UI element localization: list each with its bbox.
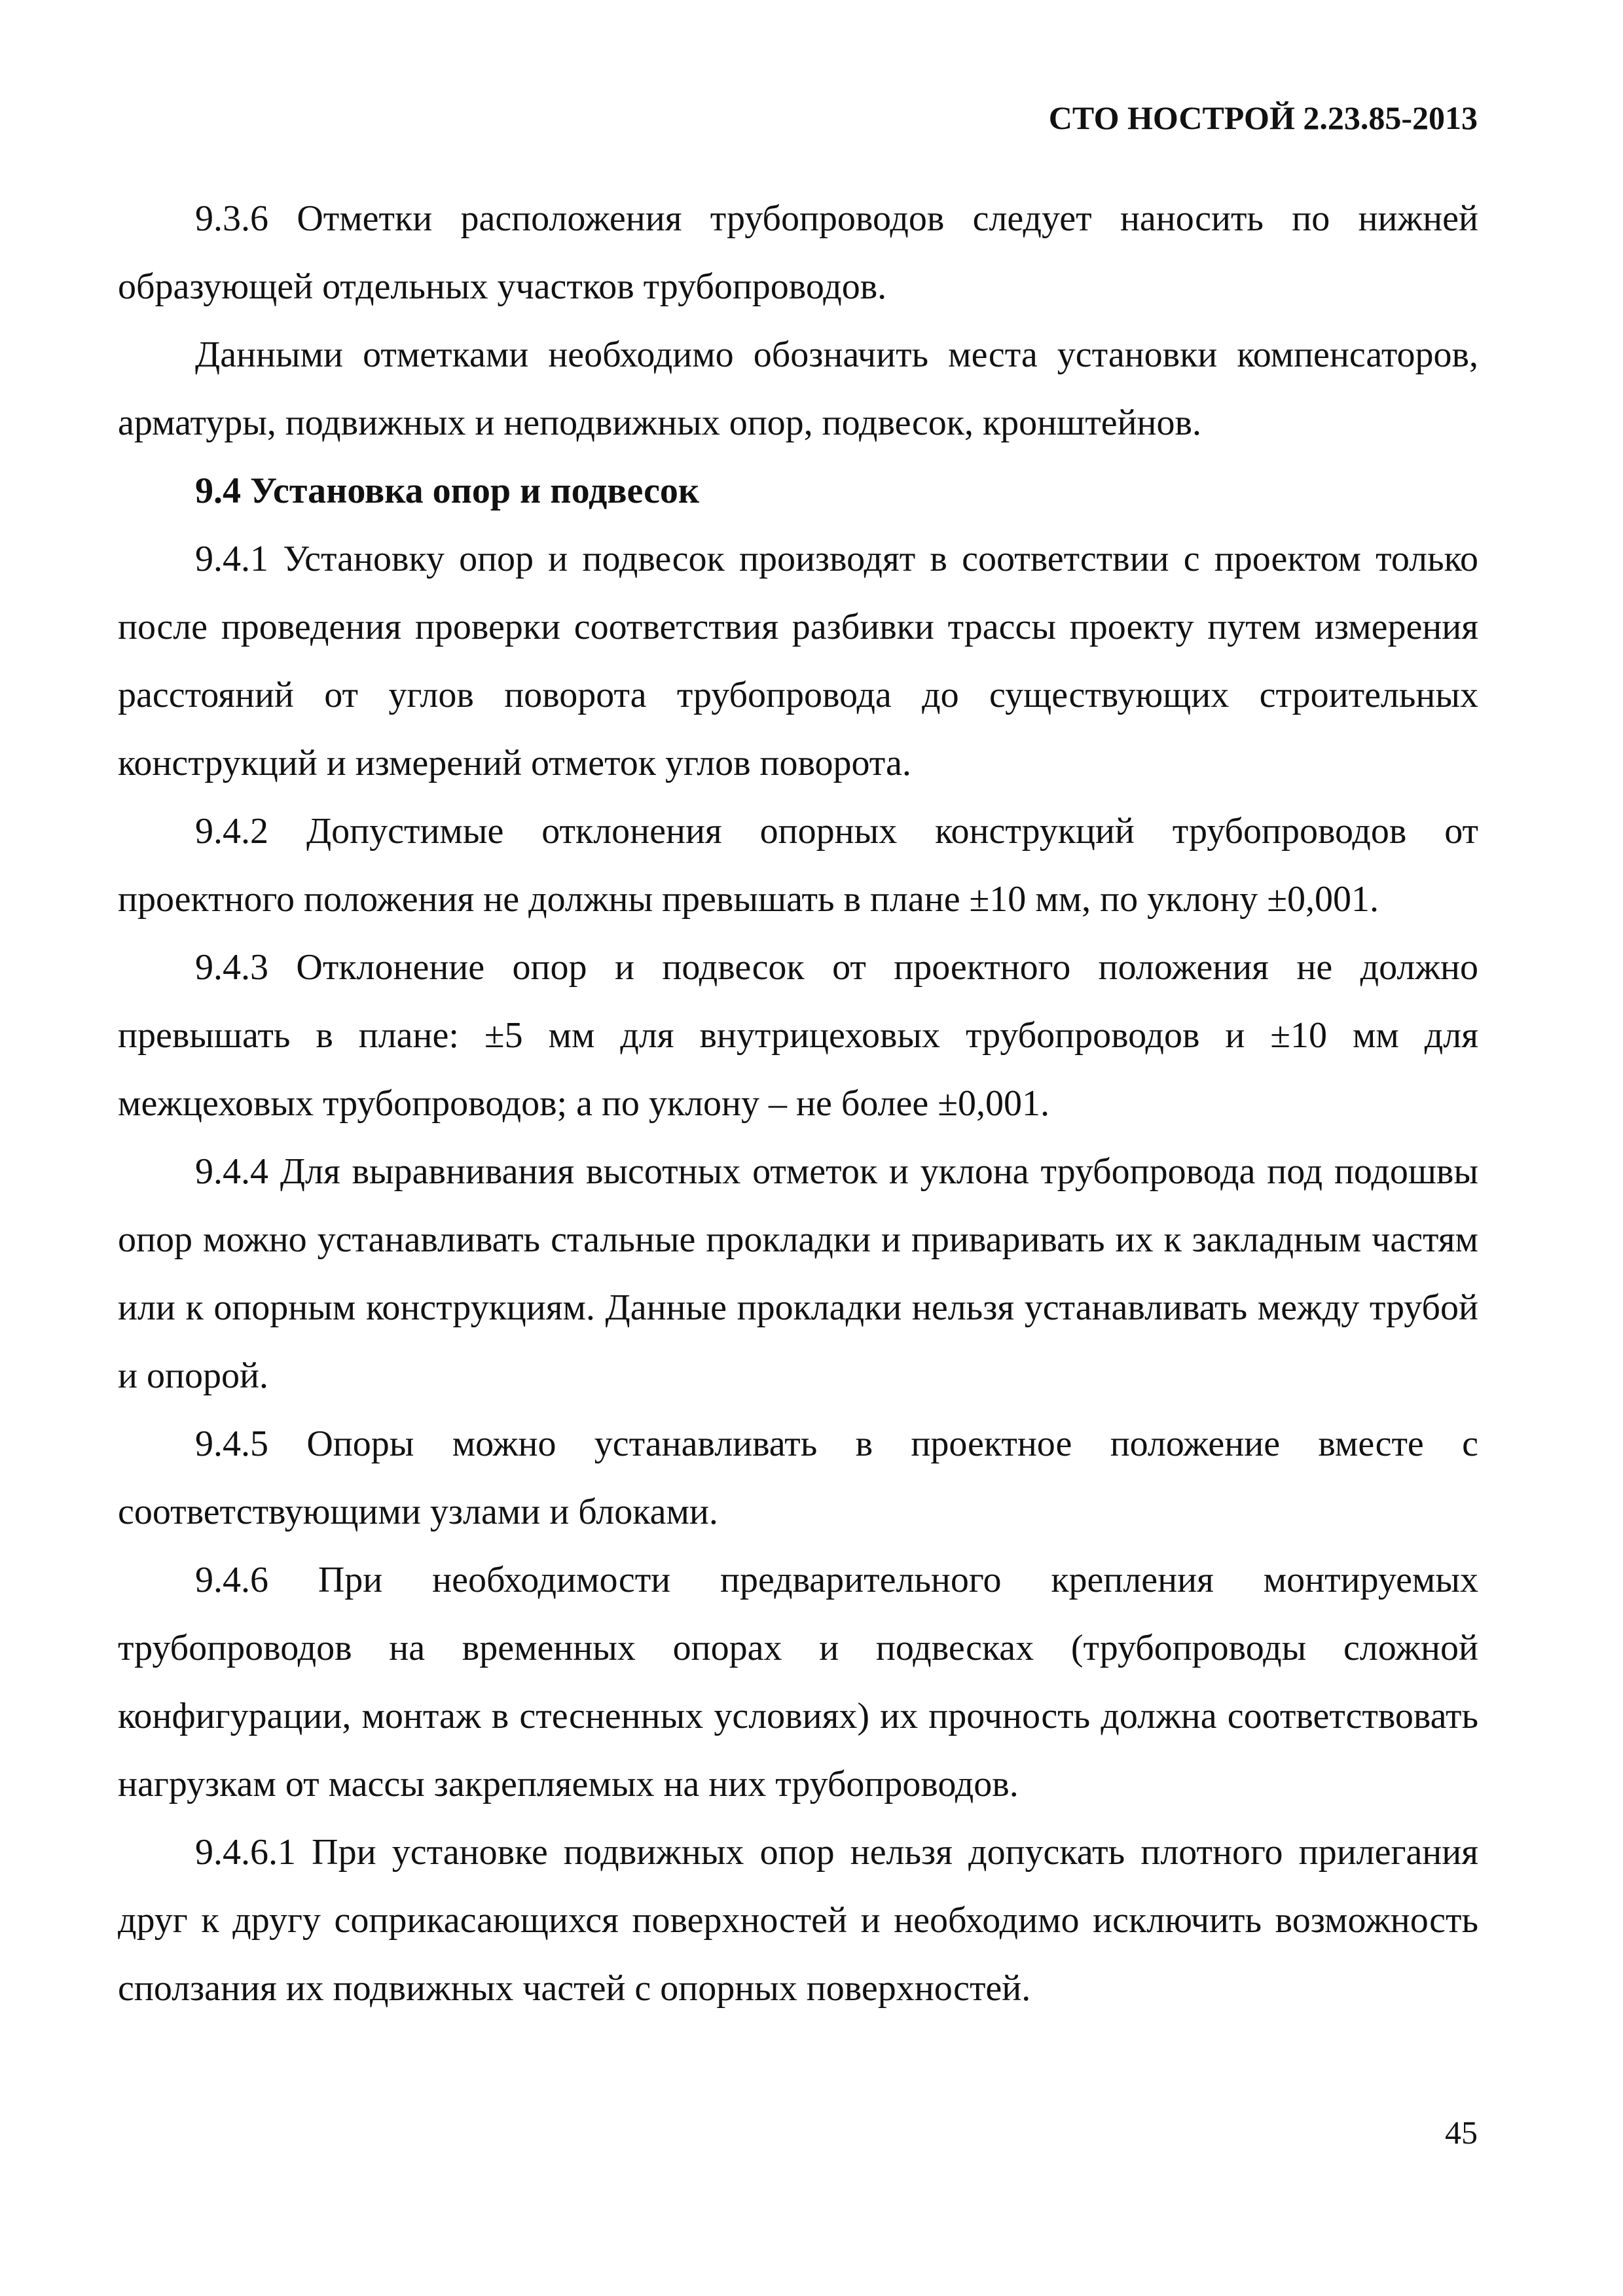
paragraph-9-4-2: 9.4.2 Допустимые отклонения опорных конструкций трубопроводов от проектного положения не должны превышать в плане ±10 мм, по уклону ±0,001. (118, 811, 1478, 920)
paragraph-9-4-6-1: 9.4.6.1 При установке подвижных опор нельзя допускать плотного прилегания друг к другу соприкасающихся поверхностей и необходимо исключить возможность сползания их подвижных частей с опорных поверхностей. (118, 1832, 1478, 2009)
document-body (118, 185, 1478, 2022)
paragraph-9-4-3: 9.4.3 Отклонение опор и подвесок от проектного положения не должно превышать в плане: ±5 мм для внутрицеховых трубопроводов и ±10 мм для межцеховых трубопроводов; а по уклону – не более ±0,001. (118, 947, 1478, 1124)
paragraph-9-4-4: 9.4.4 Для выравнивания высотных отметок и уклона трубопровода под подошвы опор можно устанавливать стальные прокладки и приваривать их к закладным частям или к опорным конструкциям. Данные прокладки нельзя устанавливать между трубой и опорой. (118, 1151, 1478, 1396)
paragraph-9-4-5: 9.4.5 Опоры можно устанавливать в проектное положение вместе с соответствующими узлами и блоками. (118, 1424, 1478, 1532)
paragraph-9-4-1: 9.4.1 Установку опор и подвесок производят в соответствии с проектом только после проведения проверки соответствия разбивки трассы проекту путем измерения расстояний от углов поворота трубопровода до существующих строительных конструкций и измерений отметок углов поворота. (118, 539, 1478, 783)
paragraph-9-3-6: 9.3.6 Отметки расположения трубопроводов следует наносить по нижней образующей отдельных участков трубопроводов. (118, 198, 1478, 307)
paragraph-9-3-6-continued: Данными отметками необходимо обозначить места установки компенсаторов, арматуры, подвижных и неподвижных опор, подвесок, кронштейнов. (118, 334, 1478, 443)
page-number: 45 (1445, 2114, 1478, 2151)
document-code-header: СТО НОСТРОЙ 2.23.85-2013 (1048, 99, 1478, 136)
paragraph-9-4-6: 9.4.6 При необходимости предварительного крепления монтируемых трубопроводов на временных опорах и подвесках (трубопроводы сложной конфигурации, монтаж в стесненных условиях) их прочность должна соответствовать нагрузкам от массы закрепляемых на них трубопроводов. (118, 1560, 1478, 1804)
section-heading-9-4: 9.4 Установка опор и подвесок (195, 471, 700, 511)
